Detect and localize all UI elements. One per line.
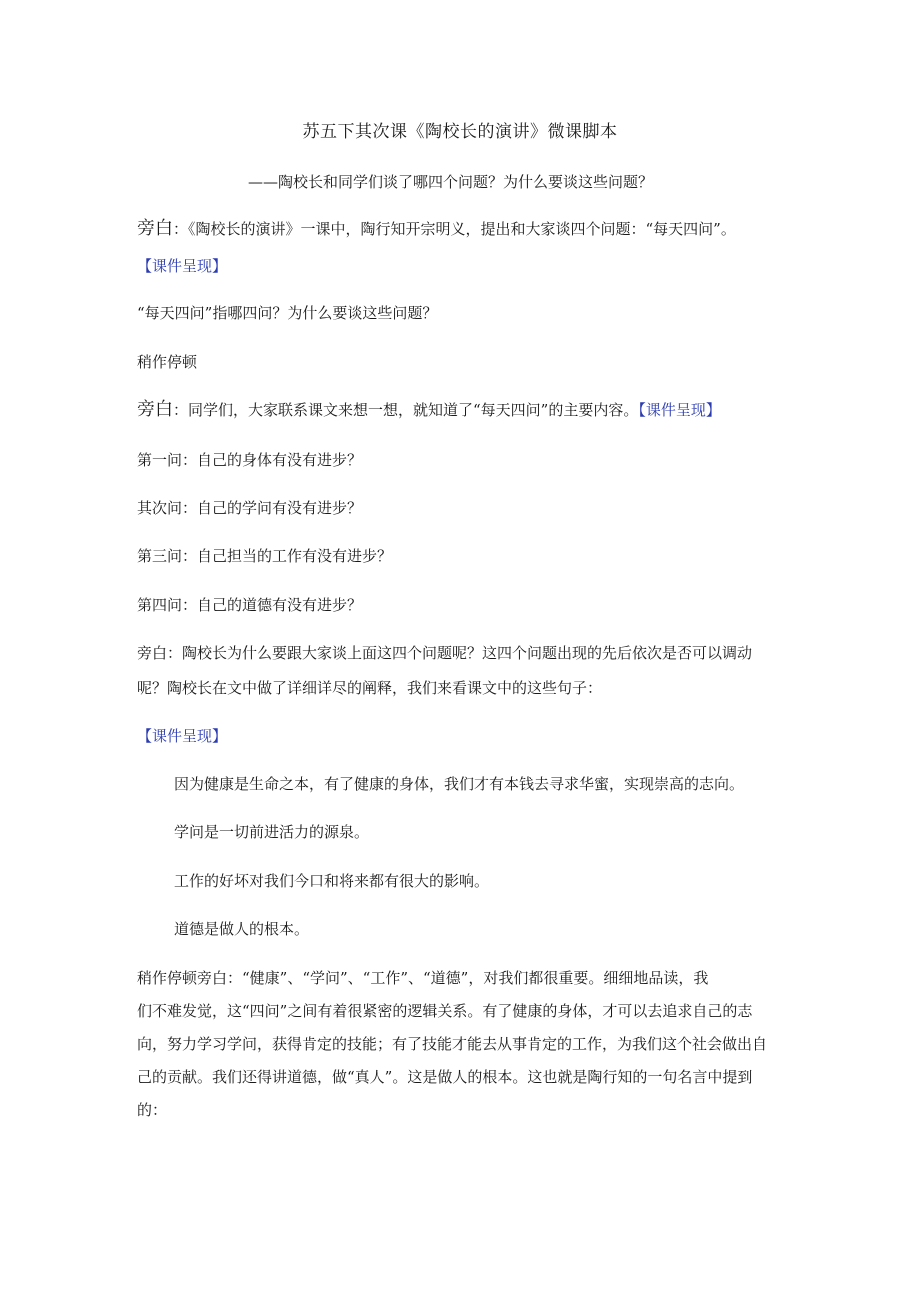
courseware-tag: 【课件呈现】 xyxy=(638,401,721,419)
speaker-label: 旁白 xyxy=(137,399,173,420)
question-item: 第三问：自己担当的工作有没有进步？ xyxy=(137,547,393,565)
question-item: 其次问：自己的学问有没有进步？ xyxy=(137,499,363,517)
paragraph-line: 旁白：陶校长为什么要跟大家谈上面这四个问题呢？这四个问题出现的先后依次是否可以调动 xyxy=(137,644,753,662)
quote-line: 学问是一切前进活力的源泉。 xyxy=(174,823,370,841)
narration-paragraph-2 xyxy=(137,400,721,420)
courseware-tag: 【课件呈现】 xyxy=(137,727,228,745)
document-subtitle: ——陶校长和同学们谈了哪四个问题？为什么要谈这些问题？ xyxy=(248,173,654,191)
speaker-label: 旁白 xyxy=(137,218,173,239)
paragraph-line: 向，努力学习学问，获得肯定的技能；有了技能才能去从事肯定的工作，为我们这个社会做出自 xyxy=(137,1035,768,1053)
question-item: 第一问：自己的身体有没有进步？ xyxy=(137,451,363,469)
courseware-tag: 【课件呈现】 xyxy=(137,257,228,275)
narration-text: ：《陶校长的演讲》一课中，陶行知开宗明义，提出和大家谈四个问题：“每天四问”。 xyxy=(173,220,736,238)
quote-line: 因为健康是生命之本，有了健康的身体，我们才有本钱去寻求华蜜，实现崇高的志向。 xyxy=(174,775,745,793)
narration-paragraph-3 xyxy=(137,638,785,704)
paragraph-line: 己的贡献。我们还得讲道德，做“真人”。这是做人的根本。这也就是陶行知的一句名言中提到 xyxy=(137,1068,753,1086)
paragraph-line: 们不难发觉，这“四问”之间有着很紧密的逻辑关系。有了健康的身体，才可以去追求自己的志 xyxy=(137,1002,753,1020)
question-item: 第四问：自己的道德有没有进步？ xyxy=(137,596,363,614)
narration-paragraph-4 xyxy=(137,962,785,1127)
paragraph-line: 稍作停顿旁白：“健康”、“学问”、“工作”、“道德”，对我们都很重要。细细地品读，我 xyxy=(137,969,709,987)
paragraph-line: 呢？陶校长在文中做了详细详尽的阐释，我们来看课文中的这些句子： xyxy=(137,679,603,697)
quote-line: 道德是做人的根本。 xyxy=(174,920,310,938)
quote-line: 工作的好坏对我们今口和将来都有很大的影响。 xyxy=(174,872,490,890)
document-title: 苏五下其次课《陶校长的演讲》微课脚本 xyxy=(302,122,618,142)
question-line: “每天四问”指哪四问？为什么要谈这些问题？ xyxy=(137,304,438,322)
narration-text: ：同学们，大家联系课文来想一想，就知道了“每天四问”的主要内容。 xyxy=(173,401,639,419)
narration-paragraph-1 xyxy=(137,219,736,239)
pause-note: 稍作停顿 xyxy=(137,353,198,371)
paragraph-line: 的： xyxy=(137,1101,168,1119)
